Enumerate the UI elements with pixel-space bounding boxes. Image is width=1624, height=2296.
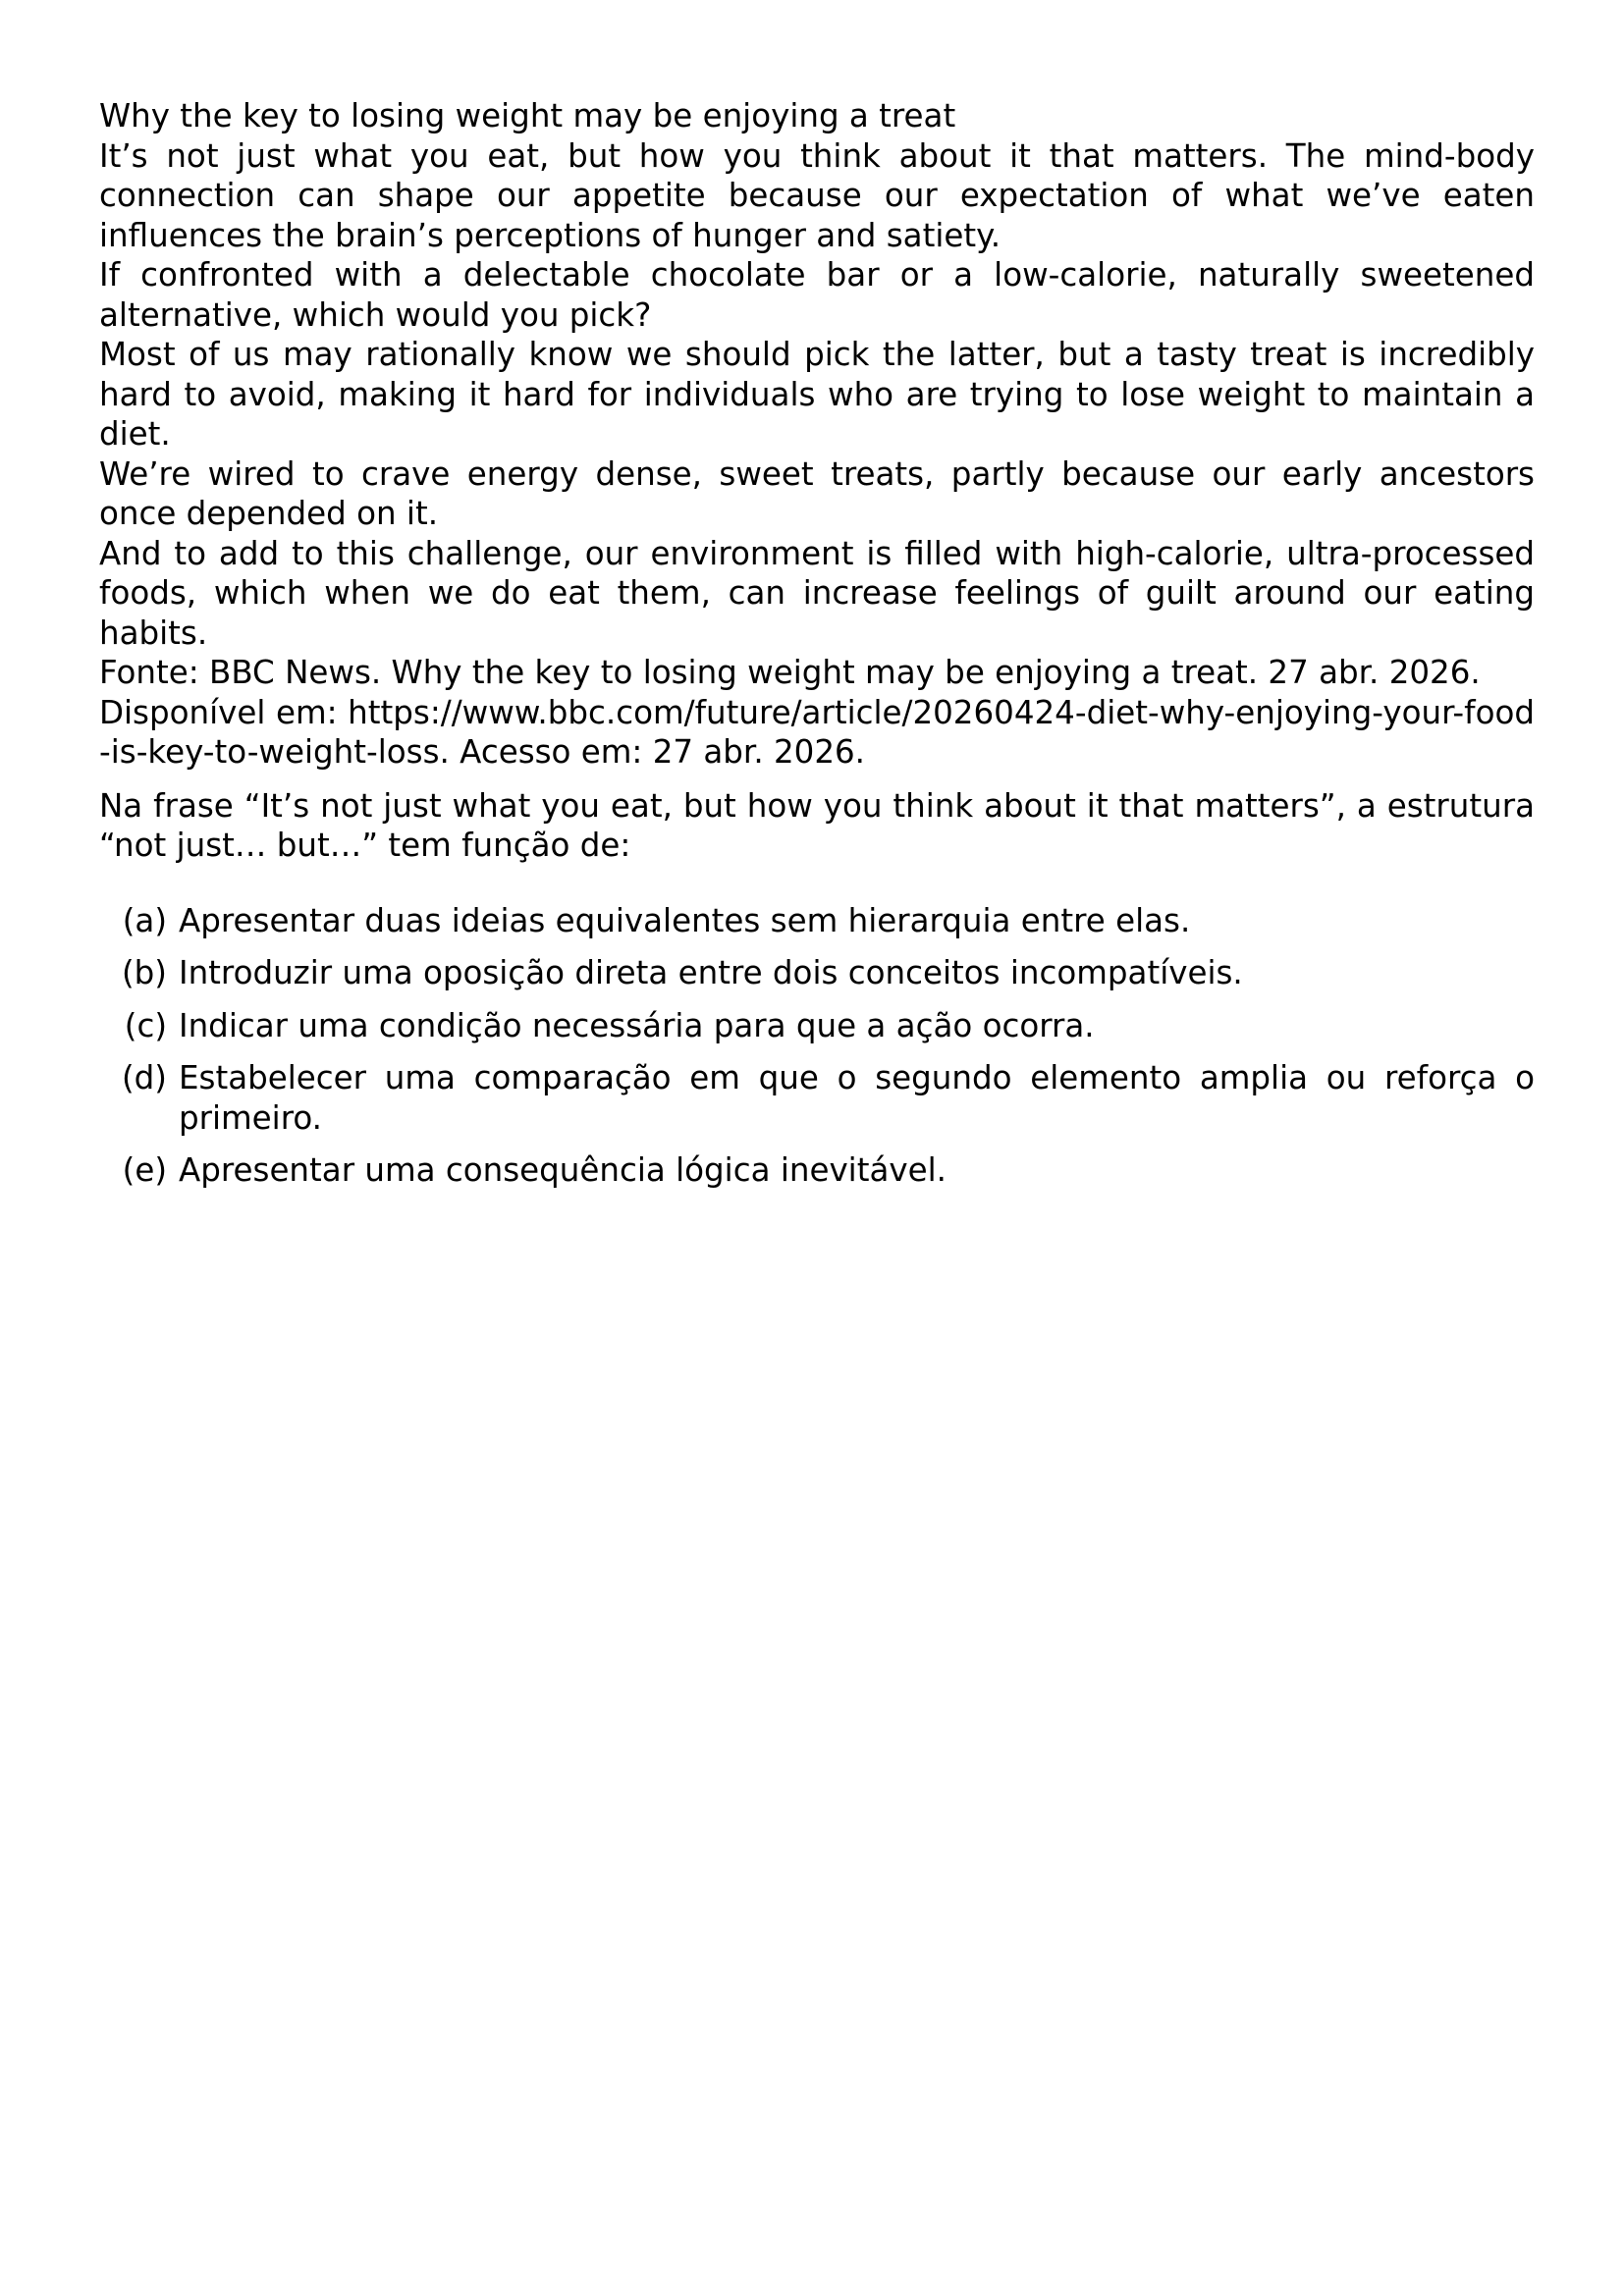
answer-option-b[interactable] xyxy=(99,953,1535,993)
question-prompt: Na frase “It’s not just what you eat, but how you think about it that matters”, a estrutura “not just… but…” tem função de: xyxy=(99,786,1535,864)
source-url: Disponível em: https://www.bbc.com/future/article/20260424-diet-why-enjoying-your-food-is-key-to-weight-loss. Acesso em: 27 abr. 2026. xyxy=(99,693,1535,771)
passage-paragraph-3: Most of us may rationally know we should pick the latter, but a tasty treat is incredibly hard to avoid, making it hard for individuals who are trying to lose weight to maintain a diet. xyxy=(99,336,1535,453)
option-text: Indicar uma condição necessária para que a ação ocorra. xyxy=(179,1006,1095,1044)
option-label: (e) xyxy=(122,1151,167,1189)
document-page xyxy=(99,96,1535,1203)
option-text: Estabelecer uma comparação em que o segundo elemento amplia ou reforça o primeiro. xyxy=(179,1059,1535,1137)
passage-paragraph-1: It’s not just what you eat, but how you think about it that matters. The mind-body connection can shape our appetite because our expectation of what we’ve eaten influences the brain’s perceptions of hunger and satiety. xyxy=(99,136,1535,254)
option-label: (d) xyxy=(122,1059,167,1096)
answer-option-e[interactable] xyxy=(99,1150,1535,1191)
reading-passage xyxy=(99,96,1535,773)
answer-option-d[interactable] xyxy=(99,1058,1535,1138)
option-label: (a) xyxy=(122,901,167,939)
option-text: Apresentar uma consequência lógica inevitável. xyxy=(179,1151,947,1189)
option-text: Apresentar duas ideias equivalentes sem hierarquia entre elas. xyxy=(179,901,1191,939)
source-citation: Fonte: BBC News. Why the key to losing weight may be enjoying a treat. 27 abr. 2026. xyxy=(99,654,1481,691)
option-label: (c) xyxy=(124,1006,167,1044)
passage-paragraph-4: We’re wired to crave energy dense, sweet treats, partly because our early ancestors once depended on it. xyxy=(99,454,1535,532)
option-text: Introduzir uma oposição direta entre dois conceitos incompatíveis. xyxy=(179,954,1243,991)
answer-options xyxy=(99,901,1535,1191)
passage-paragraph-2: If confronted with a delectable chocolate bar or a low-calorie, naturally sweetened alternative, which would you pick? xyxy=(99,256,1535,334)
passage-title: Why the key to losing weight may be enjoying a treat xyxy=(99,97,956,134)
option-label: (b) xyxy=(122,954,167,991)
passage-paragraph-5: And to add to this challenge, our environment is filled with high-calorie, ultra-processed foods, which when we do eat them, can increase feelings of guilt around our eating habits. xyxy=(99,534,1535,652)
answer-option-c[interactable] xyxy=(99,1006,1535,1046)
answer-option-a[interactable] xyxy=(99,901,1535,941)
